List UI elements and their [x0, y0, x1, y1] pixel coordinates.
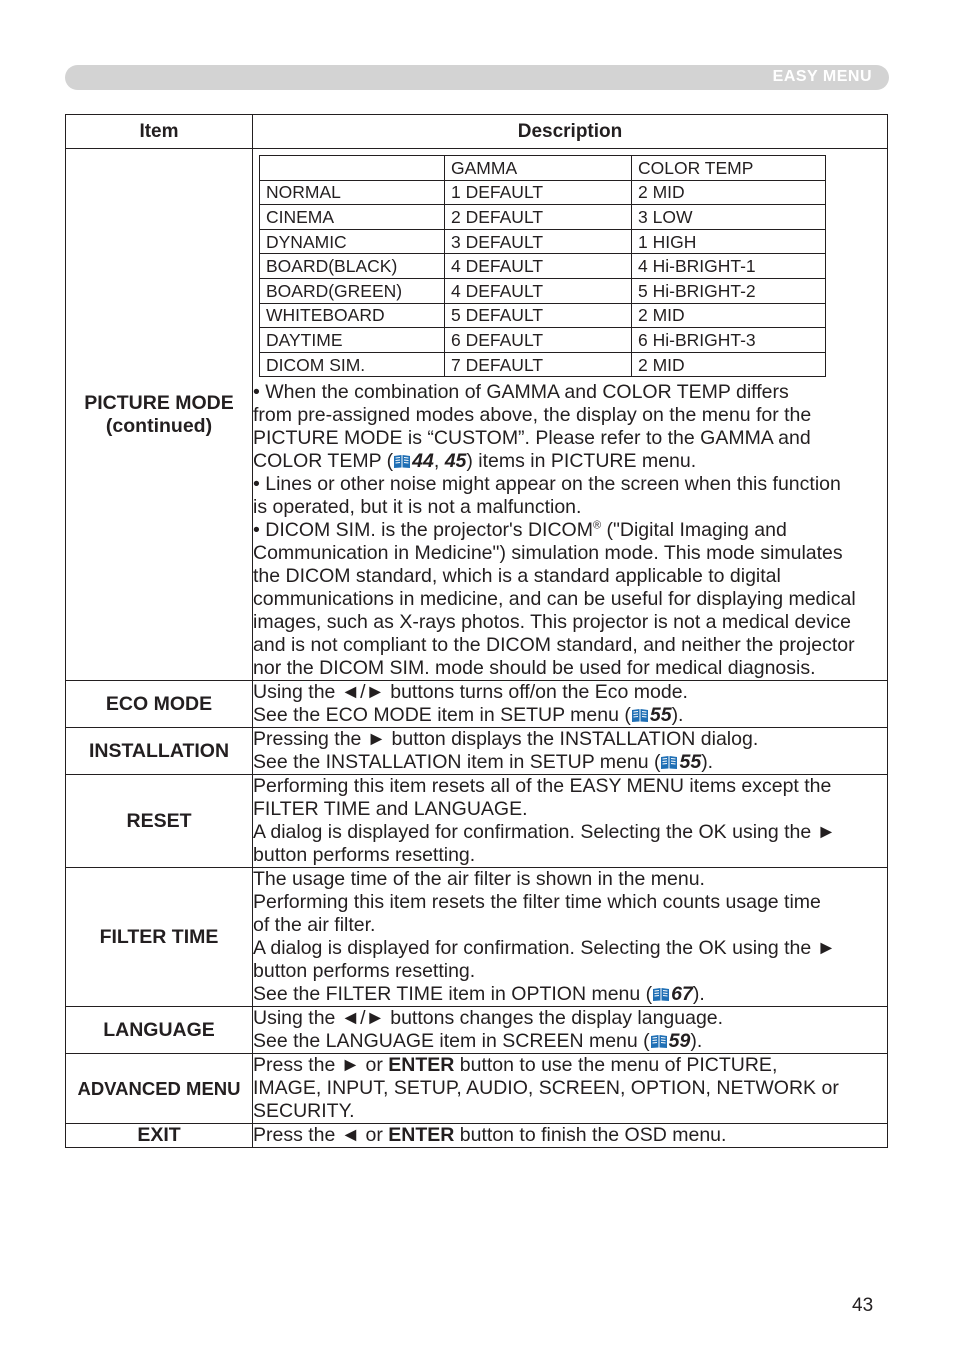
book-icon [652, 987, 670, 1002]
sub-table-header-row [260, 156, 826, 181]
item-label: RESET [66, 775, 253, 868]
enter-keyword: ENTER [388, 1054, 455, 1077]
column-header-description: Description [253, 115, 888, 149]
description-cell [253, 681, 888, 728]
text-line: Pressing the ► button displays the INSTALLATION dialog. [253, 728, 759, 751]
page-number: 43 [852, 1295, 874, 1316]
text-fragment: See the ECO MODE item in SETUP menu ( [253, 704, 631, 727]
table-row [260, 352, 826, 377]
sub-table-cell: NORMAL [260, 180, 445, 205]
sub-table-cell: BOARD(BLACK) [260, 254, 445, 279]
text-fragment: ). [692, 983, 705, 1006]
sub-table-cell: 2 MID [632, 303, 826, 328]
sub-table-cell: 1 HIGH [632, 229, 826, 254]
text-line: nor the DICOM SIM. mode should be used for medical diagnosis. [253, 657, 816, 680]
text-fragment: , [433, 450, 445, 473]
text-line [253, 1030, 887, 1053]
text-line: PICTURE MODE is “CUSTOM”. Please refer to the GAMMA and [253, 427, 811, 450]
table-row [260, 303, 826, 328]
item-label: LANGUAGE [66, 1007, 253, 1054]
sub-table-cell: 2 MID [632, 180, 826, 205]
table-row [260, 180, 826, 205]
text-line: communications in medicine, and can be useful for displaying medical [253, 588, 856, 611]
page-ref-link[interactable]: 67 [671, 983, 693, 1006]
sub-table-cell: 4 Hi-BRIGHT-1 [632, 254, 826, 279]
text-fragment: Press the ◄ or [253, 1124, 389, 1147]
table-row-installation [66, 728, 888, 775]
text-line [253, 450, 887, 473]
text-line [253, 1054, 887, 1077]
registered-mark: ® [592, 519, 602, 532]
sub-table-cell: 3 DEFAULT [445, 229, 632, 254]
item-label: INSTALLATION [66, 728, 253, 775]
text-line: button performs resetting. [253, 960, 476, 983]
page-ref-link[interactable]: 55 [679, 751, 702, 774]
book-icon [393, 454, 411, 469]
text-line [253, 519, 887, 542]
text-line: from pre-assigned modes above, the display on the menu for the [253, 404, 812, 427]
text-fragment: COLOR TEMP ( [253, 450, 394, 473]
page-ref-link[interactable]: 55 [649, 704, 672, 727]
item-label: EXIT [66, 1124, 253, 1148]
text-line: Using the ◄/► buttons changes the display language. [253, 1007, 724, 1030]
text-line: SECURITY. [253, 1100, 355, 1123]
item-label: PICTURE MODE [84, 391, 234, 414]
page-ref-link[interactable]: 59 [668, 1030, 691, 1053]
text-line [253, 983, 887, 1006]
table-row-advanced-menu [66, 1054, 888, 1124]
text-fragment: button to finish the OSD menu. [454, 1124, 727, 1147]
item-label: FILTER TIME [66, 868, 253, 1007]
text-line: is operated, but it is not a malfunction. [253, 496, 582, 519]
text-line: Communication in Medicine") simulation mode. This mode simulates [253, 542, 843, 565]
item-label-sub: (continued) [105, 414, 213, 437]
book-icon [631, 708, 649, 723]
text-fragment: Press the ► or [253, 1054, 389, 1077]
page-ref-link[interactable]: 45 [444, 450, 467, 473]
text-line: images, such as X-rays photos. This projector is not a medical device [253, 611, 851, 634]
item-cell [66, 149, 253, 681]
table-row [260, 229, 826, 254]
text-fragment: ). [690, 1030, 703, 1053]
sub-table-cell: 4 DEFAULT [445, 278, 632, 303]
table-row-exit [66, 1124, 888, 1148]
column-header-item: Item [66, 115, 253, 149]
table-row-filter-time [66, 868, 888, 1007]
sub-table-cell: DICOM SIM. [260, 352, 445, 377]
text-fragment: ) items in PICTURE menu. [466, 450, 697, 473]
sub-table-cell: DAYTIME [260, 328, 445, 353]
text-line [253, 751, 887, 774]
sub-table-cell: 3 LOW [632, 205, 826, 230]
sub-table-cell: 5 Hi-BRIGHT-2 [632, 278, 826, 303]
text-line: Performing this item resets the filter time which counts usage time [253, 891, 821, 914]
sub-table-cell: 6 DEFAULT [445, 328, 632, 353]
text-line: Using the ◄/► buttons turns off/on the Eco mode. [253, 681, 688, 704]
table-row-picture-mode [66, 149, 888, 681]
text-line [253, 1124, 887, 1147]
item-label: ECO MODE [66, 681, 253, 728]
text-fragment: ). [701, 751, 714, 774]
sub-table-cell: CINEMA [260, 205, 445, 230]
text-fragment: See the LANGUAGE item in SCREEN menu ( [253, 1030, 650, 1053]
text-line: • When the combination of GAMMA and COLOR TEMP differs [253, 381, 789, 404]
text-fragment: See the INSTALLATION item in SETUP menu ( [253, 751, 661, 774]
sub-table-cell: 4 DEFAULT [445, 254, 632, 279]
sub-table-header-cell: COLOR TEMP [632, 156, 826, 181]
text-line: and is not compliant to the DICOM standard, and neither the projector [253, 634, 855, 657]
description-cell [253, 1124, 888, 1148]
text-line [253, 704, 887, 727]
description-cell [253, 1054, 888, 1124]
table-row [260, 278, 826, 303]
text-line: the DICOM standard, which is a standard applicable to digital [253, 565, 781, 588]
text-line: • Lines or other noise might appear on the screen when this function [253, 473, 841, 496]
text-line: Performing this item resets all of the EASY MENU items except the [253, 775, 832, 798]
text-fragment: See the FILTER TIME item in OPTION menu ( [253, 983, 653, 1006]
text-fragment: • DICOM SIM. is the projector's DICOM [253, 519, 593, 542]
text-line: A dialog is displayed for confirmation. Selecting the OK using the ► [253, 821, 836, 844]
description-cell [253, 149, 888, 681]
enter-keyword: ENTER [388, 1124, 455, 1147]
picture-mode-settings-table [259, 155, 826, 377]
text-line: FILTER TIME and LANGUAGE. [253, 798, 528, 821]
item-label: ADVANCED MENU [66, 1054, 253, 1124]
sub-table-cell: BOARD(GREEN) [260, 278, 445, 303]
text-line: The usage time of the air filter is shown in the menu. [253, 868, 705, 891]
sub-table-cell: DYNAMIC [260, 229, 445, 254]
description-cell [253, 728, 888, 775]
sub-table-cell: WHITEBOARD [260, 303, 445, 328]
text-line: IMAGE, INPUT, SETUP, AUDIO, SCREEN, OPTION, NETWORK or [253, 1077, 839, 1100]
book-icon [650, 1034, 668, 1049]
sub-table-cell: 5 DEFAULT [445, 303, 632, 328]
sub-table-cell: 7 DEFAULT [445, 352, 632, 377]
text-fragment: button to use the menu of PICTURE, [454, 1054, 778, 1077]
table-row-eco-mode [66, 681, 888, 728]
book-icon [660, 755, 678, 770]
text-fragment: ("Digital Imaging and [601, 519, 787, 542]
description-cell [253, 775, 888, 868]
section-header-bar [65, 65, 889, 90]
menu-items-table [65, 114, 888, 1148]
text-line: A dialog is displayed for confirmation. Selecting the OK using the ► [253, 937, 836, 960]
sub-table-cell: 2 MID [632, 352, 826, 377]
text-fragment: ). [671, 704, 684, 727]
page-ref-link[interactable]: 44 [412, 450, 434, 473]
description-cell [253, 1007, 888, 1054]
sub-table-cell: 6 Hi-BRIGHT-3 [632, 328, 826, 353]
table-row-reset [66, 775, 888, 868]
table-header-row [66, 115, 888, 149]
text-line: button performs resetting. [253, 844, 476, 867]
table-row [260, 254, 826, 279]
sub-table-header-cell: GAMMA [445, 156, 632, 181]
section-title: EASY MENU [772, 68, 872, 85]
sub-table-header-cell [260, 156, 445, 181]
table-row [260, 205, 826, 230]
sub-table-cell: 2 DEFAULT [445, 205, 632, 230]
text-line: of the air filter. [253, 914, 376, 937]
table-row [260, 328, 826, 353]
table-row-language [66, 1007, 888, 1054]
description-cell [253, 868, 888, 1007]
sub-table-cell: 1 DEFAULT [445, 180, 632, 205]
